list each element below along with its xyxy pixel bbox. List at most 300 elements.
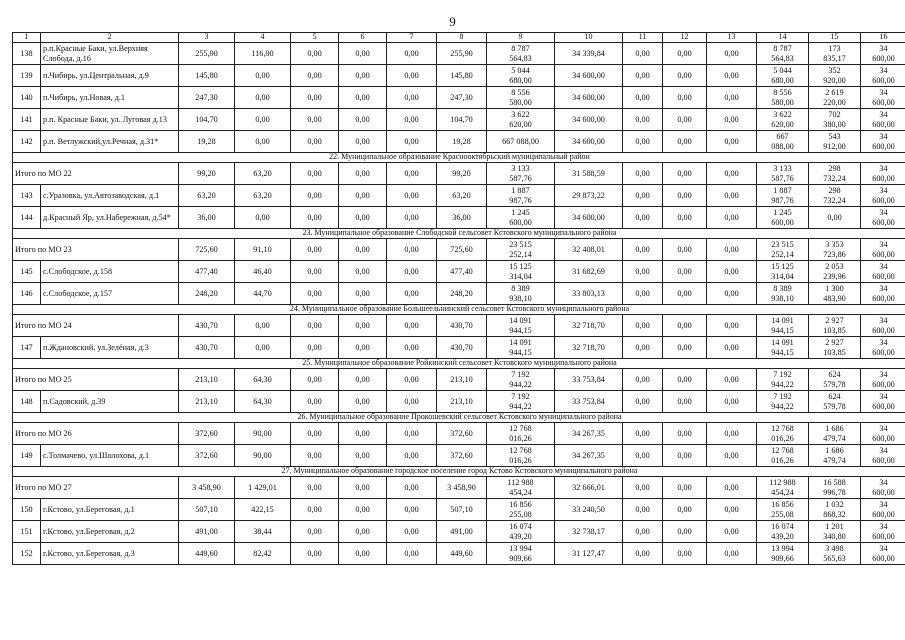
table-row xyxy=(13,283,905,305)
value-cell-col-16: 34 600,00 xyxy=(861,43,905,65)
value-cell-col-16: 34 600,00 xyxy=(861,239,905,261)
value-cell-col-7: 0,00 xyxy=(387,43,437,65)
value-cell-col-4: 422,15 xyxy=(235,499,291,521)
value-cell-col-5: 0,00 xyxy=(291,521,339,543)
value-cell-col-15: 2 927 103,85 xyxy=(809,337,861,359)
value-cell-col-11: 0,00 xyxy=(623,185,663,207)
value-cell-col-3: 477,40 xyxy=(179,261,235,283)
value-cell-col-16: 34 600,00 xyxy=(861,423,905,445)
value-cell-col-9: 1 245 600,00 xyxy=(487,207,555,229)
value-cell-col-4: 0,00 xyxy=(235,315,291,337)
row-number: 152 xyxy=(13,543,41,565)
value-cell-col-14: 16 856 255,08 xyxy=(757,499,809,521)
row-number: 138 xyxy=(13,43,41,65)
column-header-4: 4 xyxy=(235,33,291,43)
value-cell-col-13: 0,00 xyxy=(707,239,757,261)
value-cell-col-12: 0,00 xyxy=(663,499,707,521)
subtotal-row xyxy=(13,477,905,499)
value-cell-col-3: 507,10 xyxy=(179,499,235,521)
value-cell-col-7: 0,00 xyxy=(387,543,437,565)
value-cell-col-5: 0,00 xyxy=(291,499,339,521)
value-cell-col-11: 0,00 xyxy=(623,207,663,229)
value-cell-col-14: 8 787 564,83 xyxy=(757,43,809,65)
value-cell-col-13: 0,00 xyxy=(707,337,757,359)
value-cell-col-13: 0,00 xyxy=(707,283,757,305)
value-cell-col-8: 213,10 xyxy=(437,369,487,391)
value-cell-col-16: 34 600,00 xyxy=(861,337,905,359)
row-number: 139 xyxy=(13,65,41,87)
value-cell-col-14: 1 245 600,00 xyxy=(757,207,809,229)
row-number: 151 xyxy=(13,521,41,543)
value-cell-col-13: 0,00 xyxy=(707,477,757,499)
subtotal-row xyxy=(13,315,905,337)
value-cell-col-13: 0,00 xyxy=(707,87,757,109)
section-header-row xyxy=(13,153,905,163)
section-header-row xyxy=(13,229,905,239)
value-cell-col-10: 33 240,50 xyxy=(555,499,623,521)
value-cell-col-10: 31 682,69 xyxy=(555,261,623,283)
value-cell-col-16: 34 600,00 xyxy=(861,109,905,131)
column-header-11: 11 xyxy=(623,33,663,43)
value-cell-col-10: 33 753,84 xyxy=(555,369,623,391)
subtotal-row xyxy=(13,423,905,445)
value-cell-col-6: 0,00 xyxy=(339,207,387,229)
value-cell-col-5: 0,00 xyxy=(291,65,339,87)
value-cell-col-8: 477,40 xyxy=(437,261,487,283)
table-row xyxy=(13,87,905,109)
value-cell-col-13: 0,00 xyxy=(707,261,757,283)
column-header-12: 12 xyxy=(663,33,707,43)
address-cell: с.Слободское, д.157 xyxy=(41,283,179,305)
value-cell-col-8: 491,00 xyxy=(437,521,487,543)
value-cell-col-12: 0,00 xyxy=(663,543,707,565)
value-cell-col-6: 0,00 xyxy=(339,337,387,359)
value-cell-col-14: 8 389 938,10 xyxy=(757,283,809,305)
value-cell-col-12: 0,00 xyxy=(663,423,707,445)
value-cell-col-15: 2 053 239,96 xyxy=(809,261,861,283)
value-cell-col-7: 0,00 xyxy=(387,239,437,261)
value-cell-col-15: 702 380,00 xyxy=(809,109,861,131)
value-cell-col-10: 34 600,00 xyxy=(555,109,623,131)
value-cell-col-4: 91,10 xyxy=(235,239,291,261)
value-cell-col-15: 298 732,24 xyxy=(809,185,861,207)
value-cell-col-10: 34 339,84 xyxy=(555,43,623,65)
value-cell-col-16: 34 600,00 xyxy=(861,543,905,565)
subtotal-label: Итого по МО 23 xyxy=(13,239,179,261)
value-cell-col-4: 90,00 xyxy=(235,445,291,467)
value-cell-col-11: 0,00 xyxy=(623,477,663,499)
section-title: 22. Муниципальное образование Краснооктябрьский муниципальный район xyxy=(13,153,905,163)
value-cell-col-8: 104,70 xyxy=(437,109,487,131)
value-cell-col-9: 8 389 938,10 xyxy=(487,283,555,305)
row-number: 144 xyxy=(13,207,41,229)
value-cell-col-14: 112 988 454,24 xyxy=(757,477,809,499)
value-cell-col-13: 0,00 xyxy=(707,65,757,87)
table-row xyxy=(13,65,905,87)
value-cell-col-16: 34 600,00 xyxy=(861,521,905,543)
value-cell-col-11: 0,00 xyxy=(623,239,663,261)
value-cell-col-11: 0,00 xyxy=(623,445,663,467)
value-cell-col-8: 145,80 xyxy=(437,65,487,87)
value-cell-col-11: 0,00 xyxy=(623,65,663,87)
value-cell-col-11: 0,00 xyxy=(623,391,663,413)
column-header-1: 1 xyxy=(13,33,41,43)
value-cell-col-8: 63,20 xyxy=(437,185,487,207)
value-cell-col-10: 31 588,59 xyxy=(555,163,623,185)
section-header-row xyxy=(13,467,905,477)
value-cell-col-5: 0,00 xyxy=(291,283,339,305)
value-cell-col-3: 491,00 xyxy=(179,521,235,543)
value-cell-col-15: 3 353 723,86 xyxy=(809,239,861,261)
value-cell-col-12: 0,00 xyxy=(663,521,707,543)
row-number: 145 xyxy=(13,261,41,283)
address-cell: п.Чибирь, ул.Центральная, д.9 xyxy=(41,65,179,87)
value-cell-col-15: 624 579,78 xyxy=(809,369,861,391)
value-cell-col-7: 0,00 xyxy=(387,369,437,391)
table-row xyxy=(13,499,905,521)
value-cell-col-7: 0,00 xyxy=(387,283,437,305)
value-cell-col-7: 0,00 xyxy=(387,521,437,543)
section-title: 24. Муниципальное образование Большеельнинский сельсовет Кстовского муниципального района xyxy=(13,305,905,315)
value-cell-col-10: 34 600,00 xyxy=(555,87,623,109)
section-title: 25. Муниципальное образование Ройкинский сельсовет Кстовского муниципального района xyxy=(13,359,905,369)
value-cell-col-15: 352 920,00 xyxy=(809,65,861,87)
value-cell-col-9: 7 192 944,22 xyxy=(487,369,555,391)
table-row xyxy=(13,521,905,543)
column-header-14: 14 xyxy=(757,33,809,43)
value-cell-col-10: 34 267,35 xyxy=(555,445,623,467)
value-cell-col-15: 3 498 565,63 xyxy=(809,543,861,565)
value-cell-col-10: 32 718,70 xyxy=(555,337,623,359)
value-cell-col-15: 0,00 xyxy=(809,207,861,229)
value-cell-col-12: 0,00 xyxy=(663,369,707,391)
value-cell-col-7: 0,00 xyxy=(387,391,437,413)
value-cell-col-10: 32 738,17 xyxy=(555,521,623,543)
value-cell-col-14: 15 125 314,04 xyxy=(757,261,809,283)
value-cell-col-5: 0,00 xyxy=(291,477,339,499)
value-cell-col-12: 0,00 xyxy=(663,131,707,153)
value-cell-col-14: 14 091 944,15 xyxy=(757,337,809,359)
value-cell-col-8: 725,60 xyxy=(437,239,487,261)
value-cell-col-4: 0,00 xyxy=(235,87,291,109)
value-cell-col-9: 14 091 944,15 xyxy=(487,337,555,359)
value-cell-col-11: 0,00 xyxy=(623,543,663,565)
value-cell-col-4: 63,20 xyxy=(235,163,291,185)
value-cell-col-9: 16 074 439,20 xyxy=(487,521,555,543)
value-cell-col-3: 372,60 xyxy=(179,423,235,445)
section-title: 23. Муниципальное образование Слободской сельсовет Кстовского муниципального района xyxy=(13,229,905,239)
address-cell: п.Ждановский, ул.Зелёная, д.3 xyxy=(41,337,179,359)
value-cell-col-4: 90,00 xyxy=(235,423,291,445)
value-cell-col-13: 0,00 xyxy=(707,423,757,445)
value-cell-col-14: 1 887 987,76 xyxy=(757,185,809,207)
value-cell-col-16: 34 600,00 xyxy=(861,283,905,305)
section-header-row xyxy=(13,305,905,315)
value-cell-col-13: 0,00 xyxy=(707,391,757,413)
value-cell-col-3: 145,80 xyxy=(179,65,235,87)
value-cell-col-12: 0,00 xyxy=(663,477,707,499)
value-cell-col-9: 14 091 944,15 xyxy=(487,315,555,337)
value-cell-col-6: 0,00 xyxy=(339,499,387,521)
section-title: 27. Муниципальное образование городское поселение город Кстово Кстовского муниципального района xyxy=(13,467,905,477)
value-cell-col-8: 255,90 xyxy=(437,43,487,65)
column-header-13: 13 xyxy=(707,33,757,43)
value-cell-col-8: 3 458,90 xyxy=(437,477,487,499)
address-cell: п.Садовский, д.39 xyxy=(41,391,179,413)
value-cell-col-7: 0,00 xyxy=(387,477,437,499)
value-cell-col-16: 34 600,00 xyxy=(861,163,905,185)
column-number-header xyxy=(13,33,905,43)
column-header-3: 3 xyxy=(179,33,235,43)
value-cell-col-3: 19,28 xyxy=(179,131,235,153)
value-cell-col-9: 13 994 909,66 xyxy=(487,543,555,565)
address-cell: р.п.Красные Баки, ул.Верхняя Слобода, д.16 xyxy=(41,43,179,65)
value-cell-col-4: 0,00 xyxy=(235,337,291,359)
column-header-16: 16 xyxy=(861,33,905,43)
value-cell-col-15: 2 619 220,00 xyxy=(809,87,861,109)
value-cell-col-4: 38,44 xyxy=(235,521,291,543)
value-cell-col-3: 372,60 xyxy=(179,445,235,467)
value-cell-col-8: 372,60 xyxy=(437,423,487,445)
value-cell-col-6: 0,00 xyxy=(339,239,387,261)
value-cell-col-3: 99,20 xyxy=(179,163,235,185)
value-cell-col-3: 3 458,90 xyxy=(179,477,235,499)
table-row xyxy=(13,185,905,207)
value-cell-col-4: 0,00 xyxy=(235,207,291,229)
value-cell-col-11: 0,00 xyxy=(623,131,663,153)
value-cell-col-6: 0,00 xyxy=(339,369,387,391)
value-cell-col-13: 0,00 xyxy=(707,207,757,229)
value-cell-col-11: 0,00 xyxy=(623,43,663,65)
value-cell-col-11: 0,00 xyxy=(623,423,663,445)
value-cell-col-13: 0,00 xyxy=(707,543,757,565)
value-cell-col-10: 34 267,35 xyxy=(555,423,623,445)
value-cell-col-16: 34 600,00 xyxy=(861,391,905,413)
value-cell-col-13: 0,00 xyxy=(707,369,757,391)
address-cell: г.Кстово, ул.Береговая, д.3 xyxy=(41,543,179,565)
value-cell-col-5: 0,00 xyxy=(291,445,339,467)
value-cell-col-12: 0,00 xyxy=(663,43,707,65)
value-cell-col-6: 0,00 xyxy=(339,109,387,131)
value-cell-col-14: 16 074 439,20 xyxy=(757,521,809,543)
value-cell-col-11: 0,00 xyxy=(623,261,663,283)
value-cell-col-13: 0,00 xyxy=(707,43,757,65)
column-header-2: 2 xyxy=(41,33,179,43)
address-cell: с.Толмачево, ул.Шолохова, д.1 xyxy=(41,445,179,467)
value-cell-col-12: 0,00 xyxy=(663,65,707,87)
value-cell-col-9: 3 622 620,00 xyxy=(487,109,555,131)
table-row xyxy=(13,445,905,467)
value-cell-col-13: 0,00 xyxy=(707,445,757,467)
value-cell-col-7: 0,00 xyxy=(387,499,437,521)
value-cell-col-9: 12 768 016,26 xyxy=(487,445,555,467)
value-cell-col-7: 0,00 xyxy=(387,131,437,153)
value-cell-col-16: 34 600,00 xyxy=(861,369,905,391)
value-cell-col-13: 0,00 xyxy=(707,185,757,207)
value-cell-col-5: 0,00 xyxy=(291,315,339,337)
value-cell-col-16: 34 600,00 xyxy=(861,315,905,337)
value-cell-col-14: 14 091 944,15 xyxy=(757,315,809,337)
value-cell-col-10: 32 666,01 xyxy=(555,477,623,499)
value-cell-col-11: 0,00 xyxy=(623,369,663,391)
value-cell-col-4: 82,42 xyxy=(235,543,291,565)
subtotal-row xyxy=(13,369,905,391)
address-cell: с.Слободское, д.158 xyxy=(41,261,179,283)
address-cell: р.п. Красные Баки, ул. Луговая д.13 xyxy=(41,109,179,131)
value-cell-col-6: 0,00 xyxy=(339,261,387,283)
value-cell-col-10: 34 600,00 xyxy=(555,65,623,87)
value-cell-col-14: 3 133 587,76 xyxy=(757,163,809,185)
value-cell-col-15: 2 927 103,85 xyxy=(809,315,861,337)
value-cell-col-11: 0,00 xyxy=(623,283,663,305)
value-cell-col-5: 0,00 xyxy=(291,543,339,565)
subtotal-label: Итого по МО 22 xyxy=(13,163,179,185)
value-cell-col-11: 0,00 xyxy=(623,315,663,337)
value-cell-col-6: 0,00 xyxy=(339,131,387,153)
value-cell-col-5: 0,00 xyxy=(291,131,339,153)
value-cell-col-7: 0,00 xyxy=(387,337,437,359)
value-cell-col-11: 0,00 xyxy=(623,499,663,521)
value-cell-col-12: 0,00 xyxy=(663,87,707,109)
value-cell-col-14: 3 622 620,00 xyxy=(757,109,809,131)
value-cell-col-8: 372,60 xyxy=(437,445,487,467)
value-cell-col-3: 725,60 xyxy=(179,239,235,261)
value-cell-col-14: 8 556 580,00 xyxy=(757,87,809,109)
value-cell-col-13: 0,00 xyxy=(707,109,757,131)
value-cell-col-6: 0,00 xyxy=(339,315,387,337)
value-cell-col-12: 0,00 xyxy=(663,283,707,305)
value-cell-col-13: 0,00 xyxy=(707,521,757,543)
value-cell-col-5: 0,00 xyxy=(291,207,339,229)
subtotal-label: Итого по МО 26 xyxy=(13,423,179,445)
column-header-10: 10 xyxy=(555,33,623,43)
value-cell-col-3: 104,70 xyxy=(179,109,235,131)
value-cell-col-13: 0,00 xyxy=(707,499,757,521)
column-header-7: 7 xyxy=(387,33,437,43)
column-header-15: 15 xyxy=(809,33,861,43)
value-cell-col-7: 0,00 xyxy=(387,185,437,207)
value-cell-col-8: 430,70 xyxy=(437,337,487,359)
value-cell-col-6: 0,00 xyxy=(339,65,387,87)
value-cell-col-15: 1 686 479,74 xyxy=(809,423,861,445)
value-cell-col-16: 34 600,00 xyxy=(861,65,905,87)
address-cell: г.Кстово, ул.Береговая, д.2 xyxy=(41,521,179,543)
value-cell-col-10: 34 600,00 xyxy=(555,131,623,153)
value-cell-col-9: 15 125 314,04 xyxy=(487,261,555,283)
value-cell-col-9: 112 988 454,24 xyxy=(487,477,555,499)
table-row xyxy=(13,109,905,131)
value-cell-col-10: 33 753,84 xyxy=(555,391,623,413)
address-cell: р.п. Ветлужский,ул.Речная, д.31* xyxy=(41,131,179,153)
value-cell-col-12: 0,00 xyxy=(663,391,707,413)
value-cell-col-15: 1 201 340,80 xyxy=(809,521,861,543)
section-header-row xyxy=(13,359,905,369)
value-cell-col-4: 46,40 xyxy=(235,261,291,283)
value-cell-col-8: 449,60 xyxy=(437,543,487,565)
table-row xyxy=(13,543,905,565)
value-cell-col-5: 0,00 xyxy=(291,369,339,391)
value-cell-col-9: 16 856 255,08 xyxy=(487,499,555,521)
value-cell-col-5: 0,00 xyxy=(291,239,339,261)
value-cell-col-11: 0,00 xyxy=(623,87,663,109)
value-cell-col-4: 1 429,01 xyxy=(235,477,291,499)
value-cell-col-8: 36,00 xyxy=(437,207,487,229)
value-cell-col-8: 430,70 xyxy=(437,315,487,337)
value-cell-col-7: 0,00 xyxy=(387,207,437,229)
value-cell-col-6: 0,00 xyxy=(339,163,387,185)
value-cell-col-15: 1 686 479,74 xyxy=(809,445,861,467)
value-cell-col-8: 99,20 xyxy=(437,163,487,185)
table-row xyxy=(13,207,905,229)
value-cell-col-3: 255,90 xyxy=(179,43,235,65)
value-cell-col-13: 0,00 xyxy=(707,315,757,337)
value-cell-col-3: 430,70 xyxy=(179,337,235,359)
housing-program-table xyxy=(12,32,905,565)
value-cell-col-7: 0,00 xyxy=(387,65,437,87)
value-cell-col-14: 667 088,00 xyxy=(757,131,809,153)
value-cell-col-4: 0,00 xyxy=(235,131,291,153)
value-cell-col-8: 248,20 xyxy=(437,283,487,305)
column-header-6: 6 xyxy=(339,33,387,43)
value-cell-col-12: 0,00 xyxy=(663,163,707,185)
value-cell-col-9: 7 192 944,22 xyxy=(487,391,555,413)
subtotal-label: Итого по МО 27 xyxy=(13,477,179,499)
value-cell-col-10: 34 600,00 xyxy=(555,207,623,229)
value-cell-col-5: 0,00 xyxy=(291,261,339,283)
value-cell-col-7: 0,00 xyxy=(387,163,437,185)
value-cell-col-12: 0,00 xyxy=(663,207,707,229)
value-cell-col-4: 44,70 xyxy=(235,283,291,305)
value-cell-col-15: 1 300 483,90 xyxy=(809,283,861,305)
value-cell-col-5: 0,00 xyxy=(291,43,339,65)
value-cell-col-12: 0,00 xyxy=(663,445,707,467)
value-cell-col-10: 32 718,70 xyxy=(555,315,623,337)
value-cell-col-10: 32 408,01 xyxy=(555,239,623,261)
value-cell-col-11: 0,00 xyxy=(623,163,663,185)
value-cell-col-6: 0,00 xyxy=(339,521,387,543)
column-header-9: 9 xyxy=(487,33,555,43)
value-cell-col-15: 1 032 868,32 xyxy=(809,499,861,521)
value-cell-col-10: 31 127,47 xyxy=(555,543,623,565)
value-cell-col-6: 0,00 xyxy=(339,445,387,467)
value-cell-col-6: 0,00 xyxy=(339,477,387,499)
value-cell-col-3: 36,00 xyxy=(179,207,235,229)
value-cell-col-10: 33 803,13 xyxy=(555,283,623,305)
table-row xyxy=(13,261,905,283)
subtotal-label: Итого по МО 24 xyxy=(13,315,179,337)
value-cell-col-7: 0,00 xyxy=(387,423,437,445)
table-row xyxy=(13,43,905,65)
section-header-row xyxy=(13,413,905,423)
value-cell-col-7: 0,00 xyxy=(387,109,437,131)
address-cell: д.Красный Яр, ул.Набережная, д.54* xyxy=(41,207,179,229)
value-cell-col-5: 0,00 xyxy=(291,337,339,359)
value-cell-col-9: 667 088,00 xyxy=(487,131,555,153)
value-cell-col-16: 34 600,00 xyxy=(861,499,905,521)
value-cell-col-3: 247,30 xyxy=(179,87,235,109)
value-cell-col-10: 29 873,22 xyxy=(555,185,623,207)
value-cell-col-3: 248,20 xyxy=(179,283,235,305)
value-cell-col-7: 0,00 xyxy=(387,445,437,467)
row-number: 146 xyxy=(13,283,41,305)
row-number: 140 xyxy=(13,87,41,109)
value-cell-col-6: 0,00 xyxy=(339,87,387,109)
value-cell-col-4: 0,00 xyxy=(235,109,291,131)
row-number: 150 xyxy=(13,499,41,521)
value-cell-col-15: 298 732,24 xyxy=(809,163,861,185)
value-cell-col-14: 13 994 909,66 xyxy=(757,543,809,565)
value-cell-col-9: 1 887 987,76 xyxy=(487,185,555,207)
